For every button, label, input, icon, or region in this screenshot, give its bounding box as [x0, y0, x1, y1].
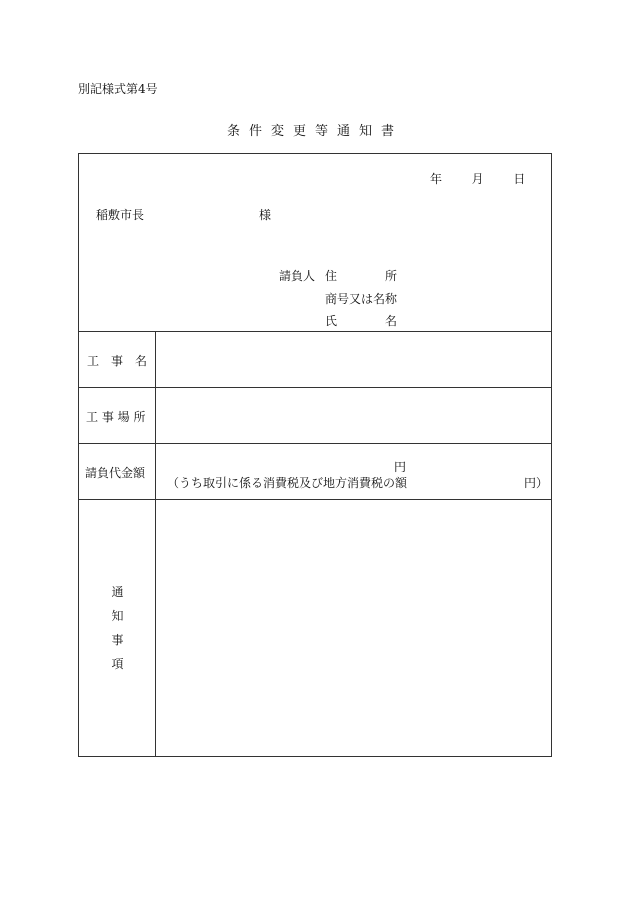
contractor-label: 請負人: [279, 269, 316, 283]
contract-amount-label: 請負代金額: [85, 466, 146, 480]
work-location-field[interactable]: [157, 388, 551, 444]
honorific: 様: [259, 208, 272, 222]
work-location-label: 工 事 場 所: [86, 410, 146, 424]
date-line: [430, 170, 525, 187]
contract-amount-row: [78, 443, 552, 500]
addressee: 稲敷市長: [96, 208, 145, 222]
day-label: 日: [513, 172, 526, 186]
form-number: 別記様式第4号: [78, 82, 158, 96]
notice-char: 事: [111, 633, 124, 647]
month-label: 月: [471, 172, 484, 186]
amount-unit: 円: [394, 460, 407, 474]
document-title: 条件変更等通知書: [226, 124, 403, 139]
notice-items-row: [78, 499, 552, 757]
work-name-field[interactable]: [157, 332, 551, 388]
work-name-row: [78, 331, 552, 388]
tax-note-open: （うち取引に係る消費税及び地方消費税の額: [167, 476, 408, 490]
notice-char: 通: [111, 585, 124, 599]
name-label: 氏 名: [325, 314, 398, 328]
notice-items-field[interactable]: [157, 500, 551, 756]
tax-note-close: 円）: [524, 476, 549, 490]
year-label: 年: [430, 172, 443, 186]
trade-name-label: 商号又は名称: [325, 292, 398, 306]
notice-char: 項: [111, 657, 124, 671]
notice-items-label: [79, 500, 156, 756]
work-location-row: [78, 387, 552, 444]
notice-char: 知: [111, 609, 124, 623]
work-name-label: 工 事 名: [87, 354, 148, 368]
address-label: 住 所: [325, 269, 398, 283]
